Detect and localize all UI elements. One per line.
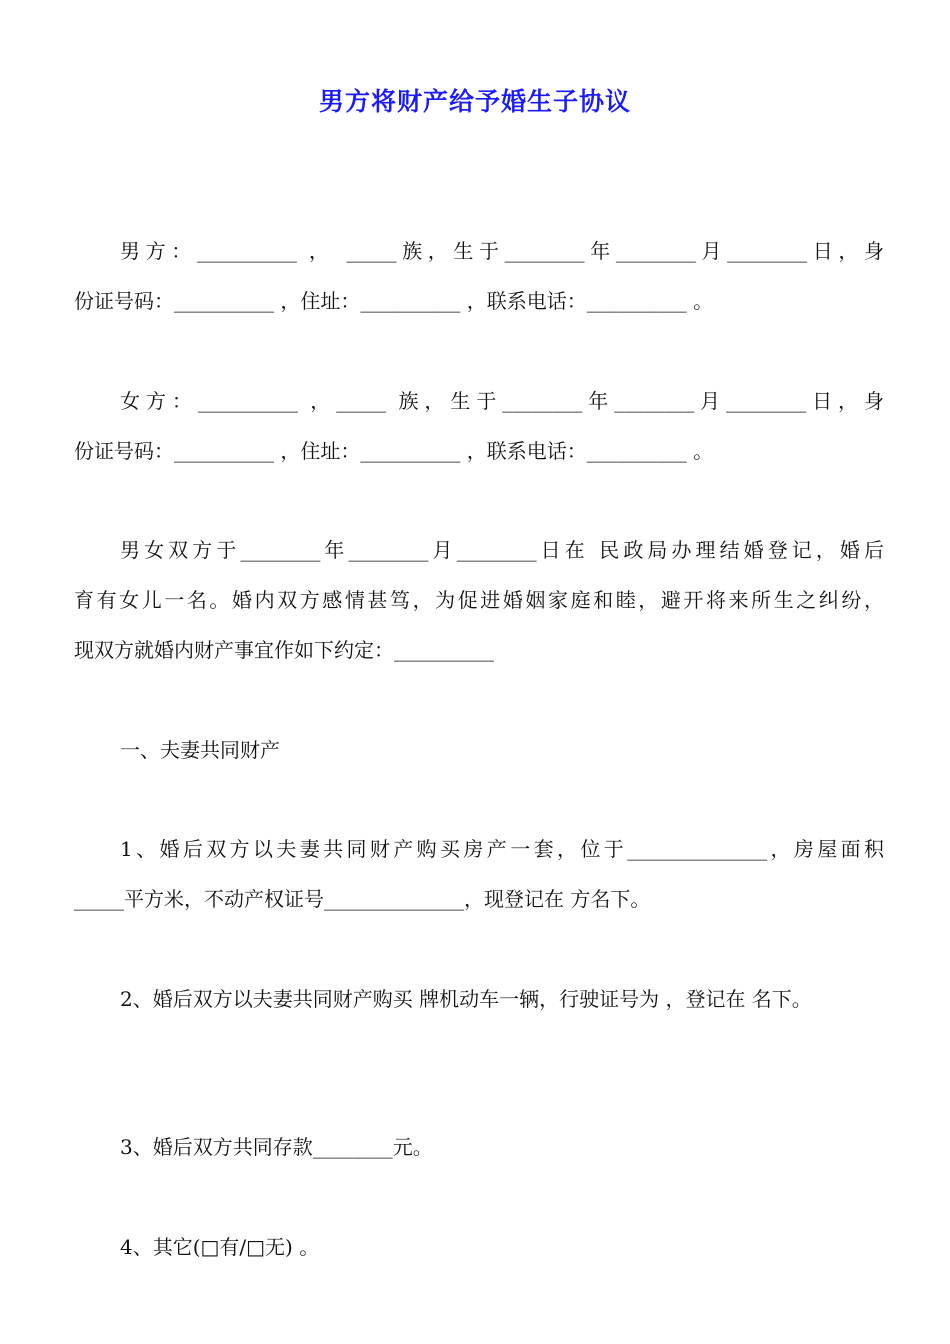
marriage-paragraph-line-3: 现双方就婚内财产事宜作如下约定：__________ — [74, 638, 494, 662]
female-info-line-1: 女方：__________ ，_____ 族，生于________年________月________日，身 — [120, 389, 884, 413]
male-info-line-1: 男方：__________ ， _____族，生于________年________月________日，身 — [120, 239, 884, 263]
marriage-paragraph-line-2: 育有女儿一名。婚内双方感情甚笃，为促进婚姻家庭和睦，避开将来所生之纠纷， — [74, 588, 884, 612]
section-heading-joint-property: 一、夫妻共同财产 — [120, 738, 280, 762]
item-1-line-1: 1、婚后双方以夫妻共同财产购买房产一套，位于______________，房屋面积 — [120, 837, 884, 861]
item-2: 2、婚后双方以夫妻共同财产购买 牌机动车一辆，行驶证号为 ，登记在 名下。 — [120, 987, 812, 1011]
marriage-paragraph-line-1: 男女双方于________年________月________日在 民政局办理结婚登记，婚后 — [120, 538, 884, 562]
item-4: 4、其它(□有/□无) 。 — [120, 1235, 320, 1259]
item-3: 3、婚后双方共同存款________元。 — [120, 1135, 433, 1159]
document-title: 男方将财产给予婚生子协议 — [318, 87, 631, 116]
item-1-line-2: _____平方米，不动产权证号______________，现登记在 方名下。 — [74, 887, 651, 911]
female-info-line-2: 份证号码：__________ ，住址：__________ ，联系电话：__________ 。 — [74, 439, 714, 463]
male-info-line-2: 份证号码：__________ ，住址：__________ ，联系电话：__________ 。 — [74, 289, 714, 313]
